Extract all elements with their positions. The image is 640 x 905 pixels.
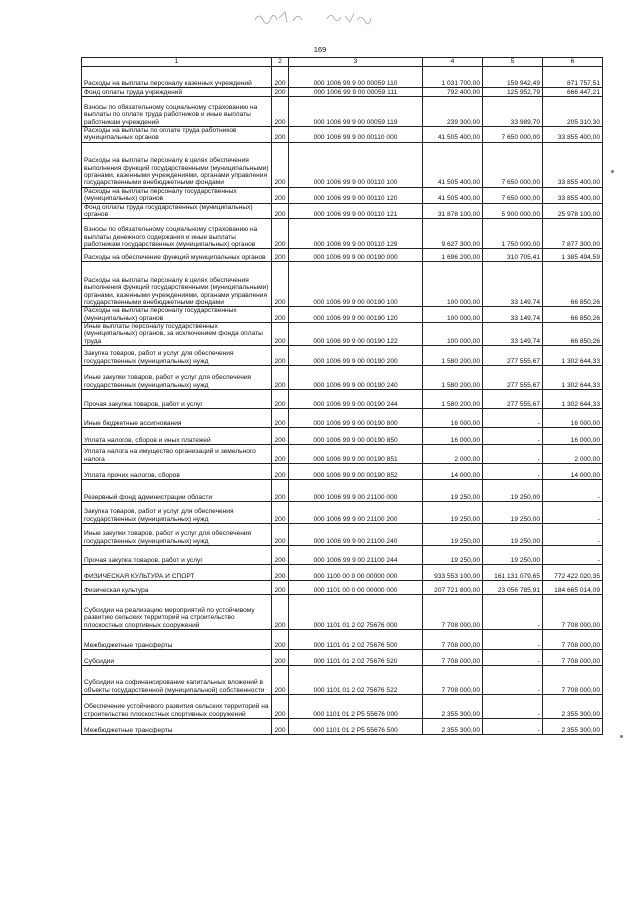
cell-name: Взносы по обязательному социальному страхованию на выплаты денежного содержания и иные выплаты работникам государственных (муниципальных) органов [82,219,272,249]
cell-remaining-amount: 16 000,00 [543,428,603,445]
cell-budget-code: 000 1006 99 9 00 00190 850 [289,428,423,445]
cell-name: Расходы на выплаты персоналу в целях обеспечения выполнения функций государственными (муниципальными) органами, казенными учреждениями, органами управления государственными внебюджетными фондами [82,262,272,307]
cell-name: Уплата прочих налогов, сборов [82,464,272,480]
cell-admin-code: 200 [272,346,289,366]
cell-approved-amount: 100 000,00 [423,307,483,323]
cell-approved-amount: 9 627 300,00 [423,219,483,249]
cell-approved-amount: 31 878 100,00 [423,203,483,219]
cell-name: Уплата налогов, сборов и иных платежей [82,428,272,445]
cell-admin-code: 200 [272,262,289,307]
table-row [82,695,603,719]
table-row [82,219,603,249]
cell-executed-amount: 5 900 000,00 [483,203,543,219]
cell-approved-amount: 19 250,00 [423,502,483,524]
column-header: 6 [543,58,603,67]
table-row [82,262,603,307]
table-row [82,390,603,409]
cell-approved-amount: 41 505 400,00 [423,142,483,187]
cell-executed-amount: 19 250,00 [483,502,543,524]
cell-remaining-amount: 871 757,51 [543,67,603,88]
cell-remaining-amount: 66 850,26 [543,307,603,323]
cell-executed-amount: - [483,409,543,428]
cell-approved-amount: 100 000,00 [423,262,483,307]
cell-remaining-amount: 16 000,00 [543,409,603,428]
column-header: 5 [483,58,543,67]
table-row [82,581,603,595]
cell-admin-code: 200 [272,187,289,203]
cell-remaining-amount: 7 708 000,00 [543,630,603,650]
cell-budget-code: 000 1006 99 9 00 00110 129 [289,219,423,249]
cell-executed-amount: 125 952,79 [483,88,543,97]
cell-approved-amount: 933 553 100,00 [423,565,483,581]
cell-executed-amount: 33 149,74 [483,262,543,307]
table-body [82,67,603,735]
table-header-row [82,58,603,67]
cell-approved-amount: 2 355 300,00 [423,695,483,719]
cell-executed-amount: 7 650 000,00 [483,142,543,187]
cell-name: Взносы по обязательному социальному страхованию на выплаты по оплате труда работников и иные выплаты работникам учреждений [82,97,272,127]
table-row [82,142,603,187]
cell-executed-amount: 23 056 785,91 [483,581,543,595]
cell-name: Уплата налога на имущество организаций и земельного налога [82,445,272,464]
budget-execution-table [81,57,603,735]
cell-budget-code: 000 1101 00 0 00 00000 000 [289,581,423,595]
cell-budget-code: 000 1006 99 9 00 00190 000 [289,249,423,262]
cell-budget-code: 000 1101 01 2 02 75676 000 [289,595,423,630]
cell-admin-code: 200 [272,323,289,346]
cell-budget-code: 000 1006 99 9 00 00190 851 [289,445,423,464]
table-row [82,307,603,323]
cell-remaining-amount: 66 850,26 [543,262,603,307]
cell-admin-code: 200 [272,366,289,390]
cell-admin-code: 200 [272,67,289,88]
cell-approved-amount: 16 000,00 [423,409,483,428]
table-row [82,203,603,219]
cell-approved-amount: 19 250,00 [423,480,483,502]
cell-budget-code: 000 1006 99 9 00 21100 000 [289,480,423,502]
cell-approved-amount: 1 580 200,00 [423,390,483,409]
cell-approved-amount: 207 721 800,00 [423,581,483,595]
cell-budget-code: 000 1006 99 9 00 00190 100 [289,262,423,307]
cell-approved-amount: 14 000,00 [423,464,483,480]
table-row [82,187,603,203]
margin-mark [620,735,623,738]
cell-approved-amount: 41 505 400,00 [423,187,483,203]
cell-approved-amount: 16 000,00 [423,428,483,445]
cell-admin-code: 200 [272,127,289,143]
cell-executed-amount: 19 250,00 [483,546,543,565]
cell-name: Резервный фонд администрации области [82,480,272,502]
cell-executed-amount: 277 555,67 [483,366,543,390]
cell-approved-amount: 792 400,00 [423,88,483,97]
cell-budget-code: 000 1101 01 2 02 75676 520 [289,650,423,666]
cell-executed-amount: 1 750 000,00 [483,219,543,249]
cell-approved-amount: 100 000,00 [423,323,483,346]
cell-budget-code: 000 1006 99 9 00 21100 240 [289,524,423,546]
cell-remaining-amount: 25 978 100,00 [543,203,603,219]
cell-executed-amount: 19 250,00 [483,524,543,546]
cell-approved-amount: 7 708 000,00 [423,666,483,695]
cell-remaining-amount: 205 310,30 [543,97,603,127]
cell-executed-amount: 33 149,74 [483,323,543,346]
cell-budget-code: 000 1101 01 2 P5 55676 500 [289,719,423,735]
cell-executed-amount: 159 942,49 [483,67,543,88]
cell-budget-code: 000 1006 99 9 00 00110 121 [289,203,423,219]
cell-approved-amount: 1 580 200,00 [423,366,483,390]
cell-budget-code: 000 1101 01 2 02 75676 522 [289,666,423,695]
cell-remaining-amount: 1 302 644,33 [543,366,603,390]
cell-approved-amount: 1 031 700,00 [423,67,483,88]
cell-remaining-amount: - [543,546,603,565]
cell-remaining-amount: 66 850,26 [543,323,603,346]
cell-remaining-amount: 7 708 000,00 [543,595,603,630]
cell-name: Расходы на выплаты персоналу государственных (муниципальных) органов [82,307,272,323]
cell-remaining-amount: 2 355 300,00 [543,695,603,719]
cell-executed-amount: - [483,666,543,695]
cell-admin-code: 200 [272,409,289,428]
cell-remaining-amount: 2 355 300,00 [543,719,603,735]
column-header: 3 [289,58,423,67]
cell-admin-code: 200 [272,546,289,565]
column-header: 1 [82,58,272,67]
cell-admin-code: 200 [272,666,289,695]
cell-admin-code: 200 [272,650,289,666]
cell-name: Фонд оплаты труда учреждений [82,88,272,97]
cell-remaining-amount: 33 855 400,00 [543,127,603,143]
cell-executed-amount: 277 555,67 [483,346,543,366]
table-row [82,464,603,480]
cell-admin-code: 200 [272,464,289,480]
cell-remaining-amount: 1 302 644,33 [543,346,603,366]
table-row [82,502,603,524]
table-row [82,565,603,581]
cell-admin-code: 200 [272,203,289,219]
cell-budget-code: 000 1006 99 9 00 21100 200 [289,502,423,524]
table-row [82,595,603,630]
cell-remaining-amount: 7 708 000,00 [543,666,603,695]
page-number: 169 [313,45,327,54]
cell-name: Расходы на выплаты персоналу государственных (муниципальных) органов [82,187,272,203]
cell-executed-amount: 7 650 000,00 [483,127,543,143]
cell-executed-amount: 33 149,74 [483,307,543,323]
cell-admin-code: 200 [272,97,289,127]
cell-remaining-amount: - [543,524,603,546]
cell-remaining-amount: 1 302 644,33 [543,390,603,409]
cell-admin-code: 200 [272,565,289,581]
table-row [82,323,603,346]
cell-budget-code: 000 1100 00 0 00 00000 000 [289,565,423,581]
cell-name: Расходы на выплаты персоналу в целях обеспечения выполнения функций государственными (муниципальными) органами, казенными учреждениями, органами управления государственными внебюджетными фондами [82,142,272,187]
cell-budget-code: 000 1006 99 9 00 00190 200 [289,346,423,366]
table-row [82,409,603,428]
table-row [82,666,603,695]
cell-name: ФИЗИЧЕСКАЯ КУЛЬТУРА И СПОРТ [82,565,272,581]
cell-approved-amount: 7 708 000,00 [423,595,483,630]
cell-budget-code: 000 1006 99 9 00 00190 244 [289,390,423,409]
table-row [82,650,603,666]
cell-approved-amount: 1 580 200,00 [423,346,483,366]
cell-budget-code: 000 1006 99 9 00 00110 120 [289,187,423,203]
cell-name: Обеспечение устойчивого развития сельских территорий на строительство плоскостных спортивных сооружений [82,695,272,719]
cell-budget-code: 000 1101 01 2 P5 55676 000 [289,695,423,719]
cell-admin-code: 200 [272,595,289,630]
cell-approved-amount: 19 250,00 [423,524,483,546]
cell-name: Расходы на выплаты по оплате труда работников муниципальных органов [82,127,272,143]
cell-admin-code: 200 [272,390,289,409]
cell-remaining-amount: - [543,502,603,524]
cell-executed-amount: - [483,650,543,666]
cell-remaining-amount: 33 855 400,00 [543,142,603,187]
cell-approved-amount: 41 505 400,00 [423,127,483,143]
cell-name: Закупка товаров, работ и услуг для обеспечения государственных (муниципальных) нужд [82,502,272,524]
cell-name: Иные закупки товаров, работ и услуг для обеспечения государственных (муниципальных) нужд [82,524,272,546]
cell-admin-code: 200 [272,581,289,595]
cell-admin-code: 200 [272,630,289,650]
cell-admin-code: 200 [272,502,289,524]
cell-remaining-amount: 14 000,00 [543,464,603,480]
cell-admin-code: 200 [272,524,289,546]
cell-executed-amount: 7 650 000,00 [483,187,543,203]
cell-admin-code: 200 [272,445,289,464]
cell-budget-code: 000 1006 99 9 00 00190 120 [289,307,423,323]
table-row [82,97,603,127]
cell-remaining-amount: 666 447,21 [543,88,603,97]
cell-executed-amount: 161 131 079,65 [483,565,543,581]
cell-admin-code: 200 [272,719,289,735]
table-row [82,445,603,464]
cell-remaining-amount: 772 422 020,35 [543,565,603,581]
cell-budget-code: 000 1006 99 9 00 00059 110 [289,67,423,88]
cell-budget-code: 000 1006 99 9 00 00110 000 [289,127,423,143]
cell-remaining-amount: 2 000,00 [543,445,603,464]
cell-name: Расходы на выплаты персоналу казенных учреждений [82,67,272,88]
cell-executed-amount: - [483,595,543,630]
cell-name: Иные выплаты персоналу государственных (муниципальных) органов, за исключением фонда оплаты труда [82,323,272,346]
cell-approved-amount: 19 250,00 [423,546,483,565]
cell-approved-amount: 7 708 000,00 [423,650,483,666]
table-row [82,719,603,735]
cell-executed-amount: 277 555,67 [483,390,543,409]
cell-name: Субсидии на реализацию мероприятий по устойчивому развитию сельских территорий на строительство плоскостных спортивных сооружений [82,595,272,630]
cell-budget-code: 000 1006 99 9 00 00059 119 [289,97,423,127]
table-row [82,67,603,88]
cell-admin-code: 200 [272,142,289,187]
table-row [82,88,603,97]
cell-budget-code: 000 1006 99 9 00 00190 240 [289,366,423,390]
cell-executed-amount: 19 250,00 [483,480,543,502]
table-row [82,346,603,366]
cell-budget-code: 000 1006 99 9 00 00190 122 [289,323,423,346]
handwritten-scribble [245,4,385,28]
cell-name: Иные закупки товаров, работ и услуг для обеспечения государственных (муниципальных) нужд [82,366,272,390]
cell-admin-code: 200 [272,249,289,262]
table-row [82,524,603,546]
cell-name: Межбюджетные трансферты [82,630,272,650]
column-header: 2 [272,58,289,67]
cell-approved-amount: 7 708 000,00 [423,630,483,650]
table-row [82,428,603,445]
cell-executed-amount: 33 989,70 [483,97,543,127]
table-row [82,546,603,565]
table-row [82,366,603,390]
cell-budget-code: 000 1006 99 9 00 21100 244 [289,546,423,565]
margin-mark [611,170,614,173]
cell-approved-amount: 2 000,00 [423,445,483,464]
cell-budget-code: 000 1006 99 9 00 00059 111 [289,88,423,97]
cell-budget-code: 000 1006 99 9 00 00110 100 [289,142,423,187]
cell-admin-code: 200 [272,88,289,97]
cell-executed-amount: - [483,464,543,480]
cell-name: Расходы на обеспечение функций муниципальных органов [82,249,272,262]
cell-admin-code: 200 [272,480,289,502]
cell-remaining-amount: 7 877 300,00 [543,219,603,249]
cell-approved-amount: 1 696 200,00 [423,249,483,262]
cell-admin-code: 200 [272,219,289,249]
cell-approved-amount: 239 300,00 [423,97,483,127]
table-row [82,480,603,502]
cell-name: Субсидии [82,650,272,666]
cell-remaining-amount: 1 385 494,59 [543,249,603,262]
table-row [82,249,603,262]
table-row [82,630,603,650]
cell-name: Прочая закупка товаров, работ и услуг [82,390,272,409]
cell-name: Прочая закупка товаров, работ и услуг [82,546,272,565]
cell-executed-amount: - [483,428,543,445]
cell-admin-code: 200 [272,307,289,323]
cell-name: Фонд оплаты труда государственных (муниципальных) органов [82,203,272,219]
cell-executed-amount: 310 705,41 [483,249,543,262]
cell-admin-code: 200 [272,428,289,445]
cell-name: Субсидии на софинансирование капитальных вложений в объекты государственной (муниципальной) собственности [82,666,272,695]
cell-budget-code: 000 1101 01 2 02 75676 500 [289,630,423,650]
cell-remaining-amount: - [543,480,603,502]
cell-name: Закупка товаров, работ и услуг для обеспечения государственных (муниципальных) нужд [82,346,272,366]
cell-executed-amount: - [483,695,543,719]
cell-name: Межбюджетные трансферты [82,719,272,735]
cell-admin-code: 200 [272,695,289,719]
cell-budget-code: 000 1006 99 9 00 00190 852 [289,464,423,480]
cell-remaining-amount: 33 855 400,00 [543,187,603,203]
table-row [82,127,603,143]
cell-name: Иные бюджетные ассигнования [82,409,272,428]
cell-executed-amount: - [483,719,543,735]
cell-executed-amount: - [483,445,543,464]
cell-remaining-amount: 7 708 000,00 [543,650,603,666]
cell-remaining-amount: 184 665 014,09 [543,581,603,595]
column-header: 4 [423,58,483,67]
cell-approved-amount: 2 355 300,00 [423,719,483,735]
cell-budget-code: 000 1006 99 9 00 00190 800 [289,409,423,428]
cell-executed-amount: - [483,630,543,650]
cell-name: Физическая культура [82,581,272,595]
